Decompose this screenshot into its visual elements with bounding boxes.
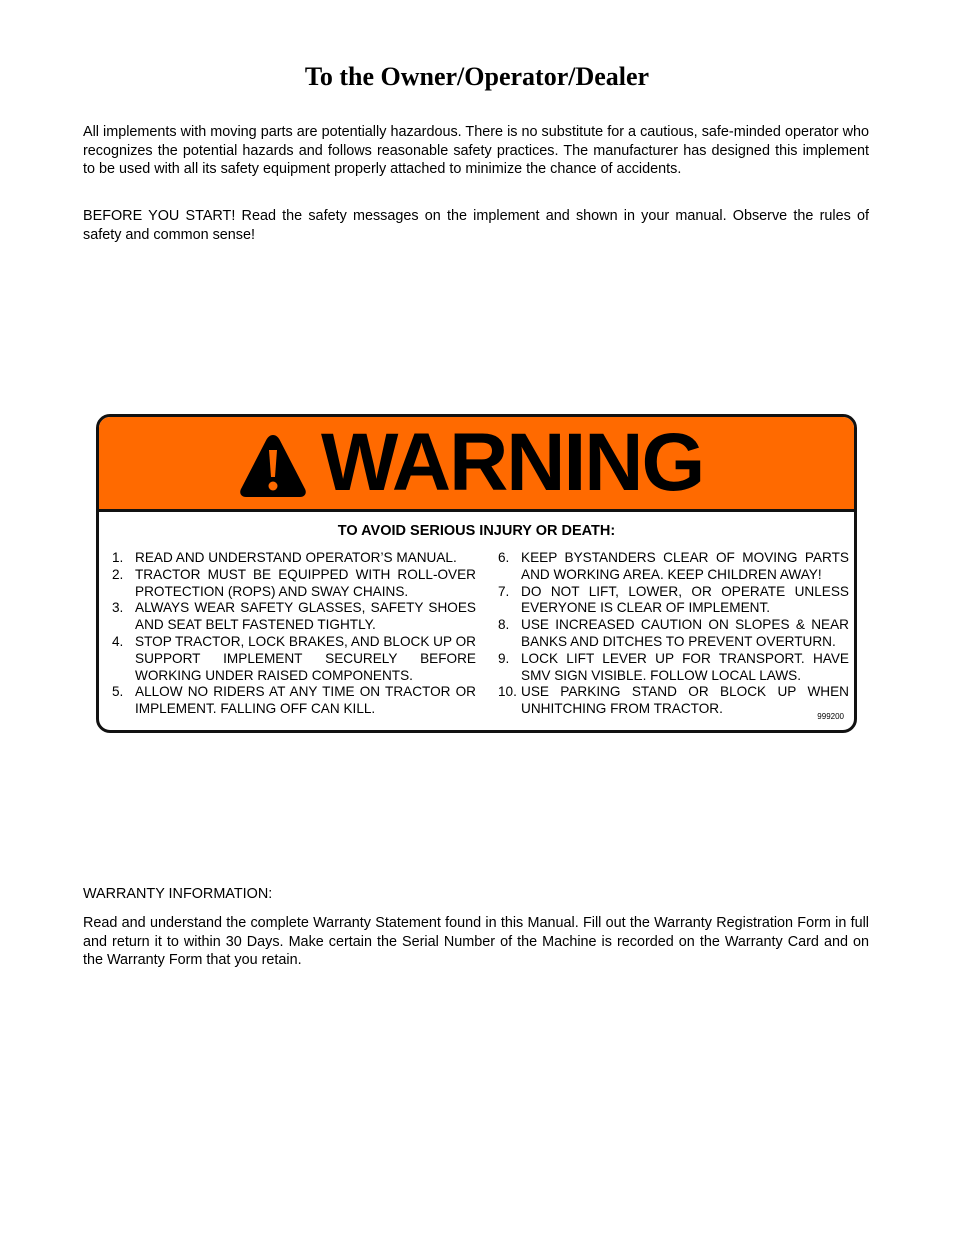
warning-rule — [112, 634, 476, 684]
rule-text: ALWAYS WEAR SAFETY GLASSES, SAFETY SHOES AND SEAT BELT FASTENED TIGHTLY. — [135, 600, 476, 633]
warning-rule — [498, 584, 849, 618]
rule-text: KEEP BYSTANDERS CLEAR OF MOVING PARTS AND WORKING AREA. KEEP CHILDREN AWAY! — [521, 550, 849, 582]
rule-text: STOP TRACTOR, LOCK BRAKES, AND BLOCK UP OR SUPPORT IMPLEMENT SECURELY BEFORE WORKING UNDER RAISED COMPONENTS. — [135, 633, 476, 683]
warning-rule — [498, 684, 849, 718]
warning-rules-left — [112, 550, 476, 718]
rule-number: 2. — [112, 566, 124, 582]
rule-text: ALLOW NO RIDERS AT ANY TIME ON TRACTOR OR IMPLEMENT. FALLING OFF CAN KILL. — [135, 684, 476, 717]
rule-number: 4. — [112, 633, 124, 649]
label-part-code: 999200 — [817, 712, 844, 721]
rule-text: TRACTOR MUST BE EQUIPPED WITH ROLL-OVER PROTECTION (ROPS) AND SWAY CHAINS. — [135, 566, 476, 599]
rule-number: 5. — [112, 684, 124, 700]
rule-number: 7. — [498, 583, 510, 599]
warning-triangle-icon — [238, 433, 308, 499]
warning-header — [99, 417, 854, 512]
page-title: To the Owner/Operator/Dealer — [304, 62, 650, 91]
warning-rule — [112, 567, 476, 601]
intro-paragraph: All implements with moving parts are potentially hazardous. There is no substitute for a cautious, safe-minded operator who recognizes the potential hazards and follows reasonable safety practices. The manufacturer has designed this implement to be used with all its safety equipment properly attached to minimize the chance of accidents. — [83, 124, 869, 178]
warning-label — [96, 414, 857, 733]
rule-number: 10. — [498, 684, 517, 700]
warning-rule — [112, 684, 476, 718]
rule-number: 9. — [498, 650, 510, 666]
warning-rule — [498, 651, 849, 685]
warning-rule — [112, 600, 476, 634]
warranty-heading: WARRANTY INFORMATION: — [83, 886, 273, 902]
rule-text: USE PARKING STAND OR BLOCK UP WHEN UNHITCHING FROM TRACTOR. — [521, 684, 849, 717]
warning-rule — [112, 550, 476, 567]
rule-text: DO NOT LIFT, LOWER, OR OPERATE UNLESS EVERYONE IS CLEAR OF IMPLEMENT. — [521, 583, 849, 616]
warning-rule — [498, 617, 849, 651]
rule-text: READ AND UNDERSTAND OPERATOR’S MANUAL. — [135, 550, 457, 565]
warning-heading: WARNING — [321, 417, 704, 508]
warning-subtitle: TO AVOID SERIOUS INJURY OR DEATH: — [337, 523, 616, 539]
rule-number: 1. — [112, 550, 124, 565]
warning-rules-right — [498, 550, 849, 718]
rule-text: LOCK LIFT LEVER UP FOR TRANSPORT. HAVE SMV SIGN VISIBLE. FOLLOW LOCAL LAWS. — [521, 650, 849, 683]
rule-number: 6. — [498, 550, 510, 565]
warning-rule — [498, 550, 849, 584]
warranty-paragraph: Read and understand the complete Warranty Statement found in this Manual. Fill out the Warranty Registration Form in full and return it to within 30 Days. Make certain the Serial Number of the Machine is recorded on the Warranty Card and on the Warranty Form that you retain. — [83, 915, 869, 969]
before-you-start-paragraph: BEFORE YOU START! Read the safety messages on the implement and shown in your manual. Observe the rules of safety and common sense! — [83, 208, 869, 243]
rule-number: 8. — [498, 617, 510, 633]
rule-number: 3. — [112, 600, 124, 616]
rule-text: USE INCREASED CAUTION ON SLOPES & NEAR BANKS AND DITCHES TO PREVENT OVERTURN. — [521, 617, 849, 649]
